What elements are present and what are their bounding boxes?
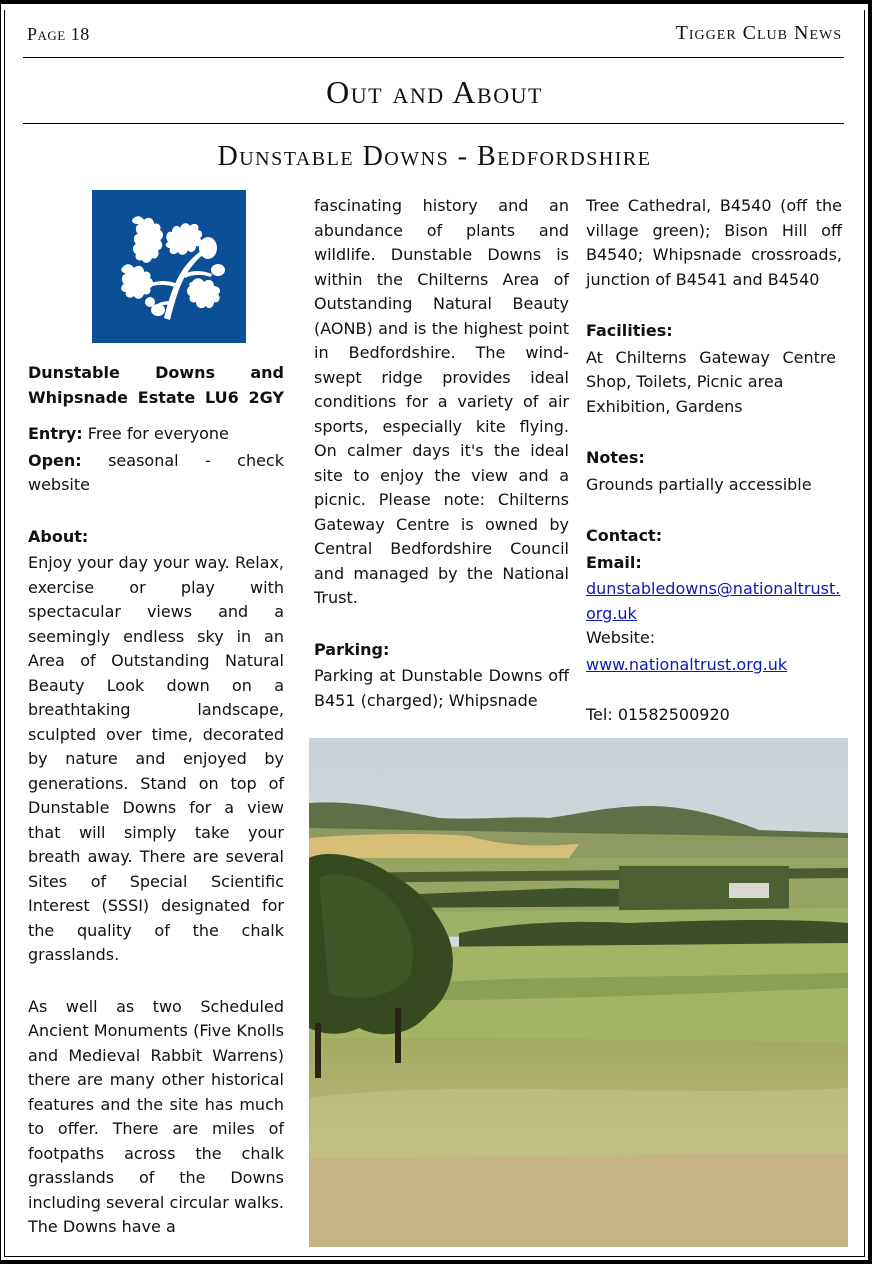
parking-label: Parking: — [314, 639, 390, 659]
entry-info — [28, 422, 284, 447]
email-heading — [586, 551, 842, 576]
about-paragraph-2-part-2: fascinating history and an abundance of plants and wildlife. Dunstable Downs is within the Chilterns Area of Outstanding Natural Beauty (AONB) and is the highest point in Bedfordshire. The wind-swept ridge provides ideal conditions for a variety of air sports, especially kite flying. On calmer days it's the ideal site to enjoy the view and a picnic. Please note: Chilterns Gateway Centre is owned by Central Bedfordshire Council and managed by the National Trust. — [314, 196, 569, 607]
open-info — [28, 449, 284, 498]
notes-value: Grounds partially accessible — [586, 474, 812, 494]
landscape-photo — [309, 738, 848, 1247]
telephone: Tel: 01582500920 — [586, 705, 730, 724]
email-link[interactable]: dunstabledowns@nationaltrust.org.uk — [586, 579, 841, 623]
about-label: About: — [28, 526, 89, 546]
contact-heading — [586, 524, 842, 549]
open-label: Open: — [28, 450, 82, 470]
parking-text-part-1: Parking at Dunstable Downs off B451 (charged); Whipsnade — [314, 666, 569, 710]
column-3 — [586, 194, 842, 728]
facilities-heading — [586, 319, 842, 344]
notes-label: Notes: — [586, 448, 645, 467]
oak-leaf-icon — [92, 190, 246, 343]
column-1 — [28, 361, 284, 1240]
about-paragraph-1: Enjoy your day your way. Relax, exercise or play with spectacular views and a seemingly endless sky in an Area of Outstanding Natural Beauty Look down on a breathtaking landscape, sculpted over time, decorated by nature and enjoyed by generations. Stand on top of Dunstable Downs for a view that will simply take your breath away. There are several Sites of Special Scientific Interest (SSSI) designated for the quality of the chalk grasslands. — [28, 553, 284, 964]
facilities-line-3: Exhibition, Gardens — [586, 396, 743, 416]
website-label: Website: — [586, 628, 656, 647]
facilities-line-2: Shop, Toilets, Picnic area — [586, 372, 784, 391]
article-title: Dunstable Downs - Bedfordshire — [217, 141, 652, 172]
header-divider — [23, 57, 844, 58]
entry-value: Free for everyone — [87, 424, 229, 443]
parking-text-part-2: Tree Cathedral, B4540 (off the village green); Bison Hill off B4540; Whipsnade crossroads, junction of B4541 and B4540 — [586, 196, 842, 289]
website-link[interactable]: www.nationaltrust.org.uk — [586, 654, 788, 674]
contact-label: Contact: — [586, 526, 663, 545]
email-label: Email: — [586, 552, 642, 572]
column-2 — [314, 194, 569, 713]
section-title: Out and About — [326, 74, 543, 110]
facilities-line-1: At Chilterns Gateway Centre — [586, 347, 836, 367]
page-number: Page 18 — [27, 24, 90, 44]
notes-heading — [586, 446, 842, 471]
entry-label: Entry: — [28, 424, 83, 443]
email-line — [586, 577, 842, 626]
open-value: seasonal - check website — [28, 450, 284, 494]
about-heading — [28, 525, 284, 550]
section-divider — [23, 123, 844, 124]
publication-name: Tigger Club News — [675, 22, 842, 44]
national-trust-logo — [92, 190, 246, 343]
landscape-image — [309, 738, 848, 1247]
parking-heading — [314, 638, 569, 663]
website-line — [586, 653, 842, 678]
address: Dunstable Downs and Whipsnade Estate LU6 2GY — [28, 363, 284, 407]
about-paragraph-2-part-1: As well as two Scheduled Ancient Monuments (Five Knolls and Medieval Rabbit Warrens) there are many other historical features and the site has much to offer. There are miles of footpaths across the chalk grasslands of the Downs including several circular walks. The Downs have a — [28, 996, 284, 1236]
facilities-label: Facilities: — [586, 321, 673, 340]
